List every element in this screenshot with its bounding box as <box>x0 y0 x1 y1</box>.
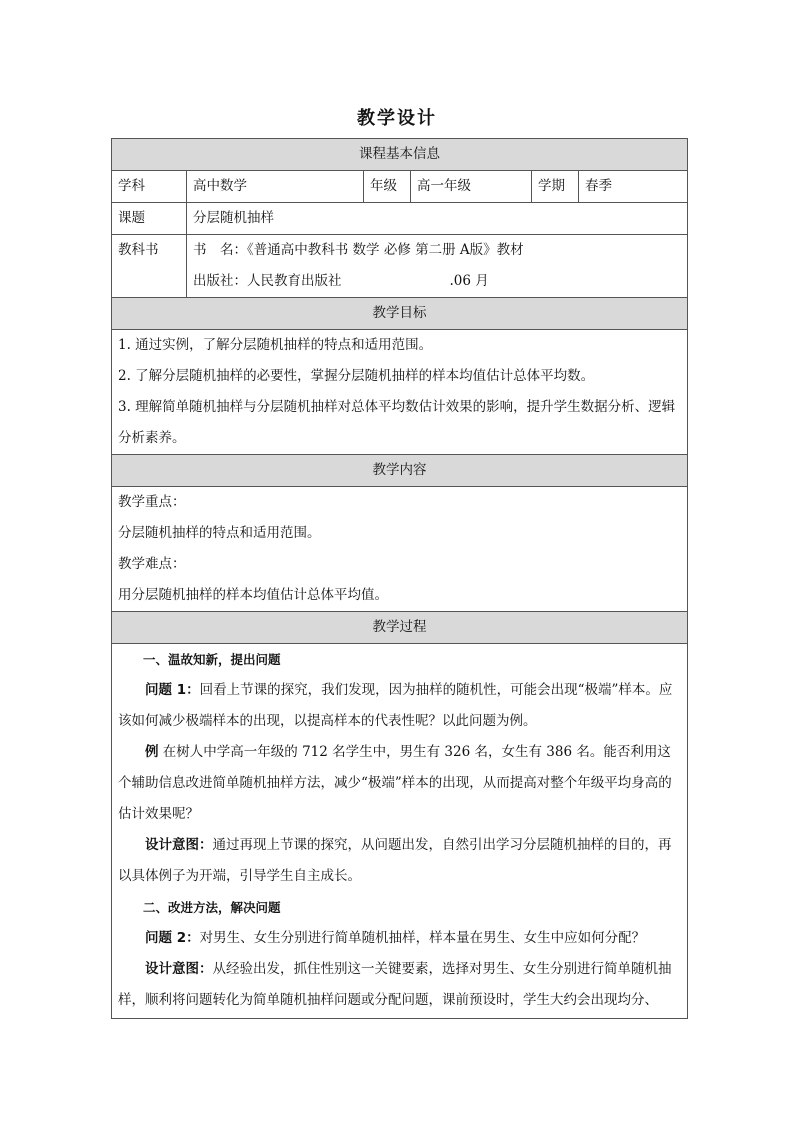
content-header: 教学内容 <box>112 455 688 487</box>
grade-label: 年级 <box>364 171 411 203</box>
textbook-row <box>112 235 688 298</box>
publish-date: .06 月 <box>449 273 489 289</box>
content-header-row <box>112 455 688 487</box>
subject-value: 高中数学 <box>187 171 364 203</box>
goals-header-row <box>112 298 688 330</box>
goal-item-3: 3. 理解简单随机抽样与分层随机抽样对总体平均数估计效果的影响，提升学生数据分析、逻辑分析素养。 <box>118 399 676 446</box>
design-intent-1-label: 设计意图： <box>145 837 213 853</box>
content-cell <box>112 487 688 612</box>
grade-value: 高一年级 <box>411 171 532 203</box>
question-1-label: 问题 1： <box>145 682 200 698</box>
question-1-text: 回看上节课的探究，我们发现，因为抽样的随机性，可能会出现“极端”样本。应该如何减少极端样本的出现，以提高样本的代表性呢？以此问题为例。 <box>118 682 673 729</box>
question-2 <box>118 923 681 954</box>
example-text: 在树人中学高一年级的 712 名学生中，男生有 326 名，女生有 386 名。能否利用这个辅助信息改进简单随机抽样方法，减少“极端”样本的出现，从而提高对整个年级平均身高的估计效果呢？ <box>118 744 672 822</box>
question-2-label: 问题 2： <box>145 930 200 946</box>
section-1-title: 一、温故知新，提出问题 <box>143 652 281 667</box>
key-point-text: 分层随机抽样的特点和适用范围。 <box>118 525 321 541</box>
content-row <box>112 487 688 612</box>
document-title: 教学设计 <box>357 108 437 129</box>
process-cell <box>112 644 688 1019</box>
difficulty-label: 教学难点： <box>118 556 186 572</box>
topic-row <box>112 203 688 235</box>
difficulty-text: 用分层随机抽样的样本均值估计总体平均值。 <box>118 587 388 603</box>
topic-value: 分层随机抽样 <box>187 203 688 235</box>
key-point-label: 教学重点： <box>118 494 186 510</box>
goals-header: 教学目标 <box>112 298 688 330</box>
publisher-line <box>193 266 681 297</box>
process-row <box>112 644 688 1019</box>
goals-row <box>112 330 688 455</box>
design-intent-1 <box>118 830 681 892</box>
term-value: 春季 <box>579 171 688 203</box>
example <box>118 737 681 830</box>
publisher-name: 出版社：人民教育出版社 <box>193 273 342 289</box>
question-2-text: 对男生、女生分别进行简单随机抽样，样本量在男生、女生中应如何分配？ <box>199 930 646 946</box>
design-intent-2-text: 从经验出发，抓住性别这一关键要素，选择对男生、女生分别进行简单随机抽样，顺利将问题转化为简单随机抽样问题或分配问题，课前预设时，学生大约会出现均分、 <box>118 961 672 1008</box>
subject-row <box>112 171 688 203</box>
lesson-plan-table <box>111 138 688 1019</box>
basic-info-header: 课程基本信息 <box>112 139 688 171</box>
textbook-info <box>187 235 688 298</box>
textbook-label: 教科书 <box>112 235 187 298</box>
design-intent-2-label: 设计意图： <box>145 961 213 977</box>
process-header-row <box>112 612 688 644</box>
section-2-title: 二、改进方法，解决问题 <box>143 900 281 915</box>
goals-cell <box>112 330 688 455</box>
goal-item-1: 1. 通过实例，了解分层随机抽样的特点和适用范围。 <box>118 337 433 353</box>
basic-info-header-row <box>112 139 688 171</box>
term-label: 学期 <box>532 171 579 203</box>
design-intent-1-text: 通过再现上节课的探究，从问题出发，自然引出学习分层随机抽样的目的，再以具体例子为开端，引导学生自主成长。 <box>118 837 672 884</box>
process-header: 教学过程 <box>112 612 688 644</box>
subject-label: 学科 <box>112 171 187 203</box>
design-intent-2 <box>118 954 681 1016</box>
goal-item-2: 2. 了解分层随机抽样的必要性，掌握分层随机抽样的样本均值估计总体平均数。 <box>118 368 595 384</box>
topic-label: 课题 <box>112 203 187 235</box>
question-1 <box>118 675 681 737</box>
example-label: 例 <box>145 744 159 760</box>
book-line: 书 名：《普通高中教科书 数学 必修 第二册 A版》教材 <box>193 242 524 258</box>
